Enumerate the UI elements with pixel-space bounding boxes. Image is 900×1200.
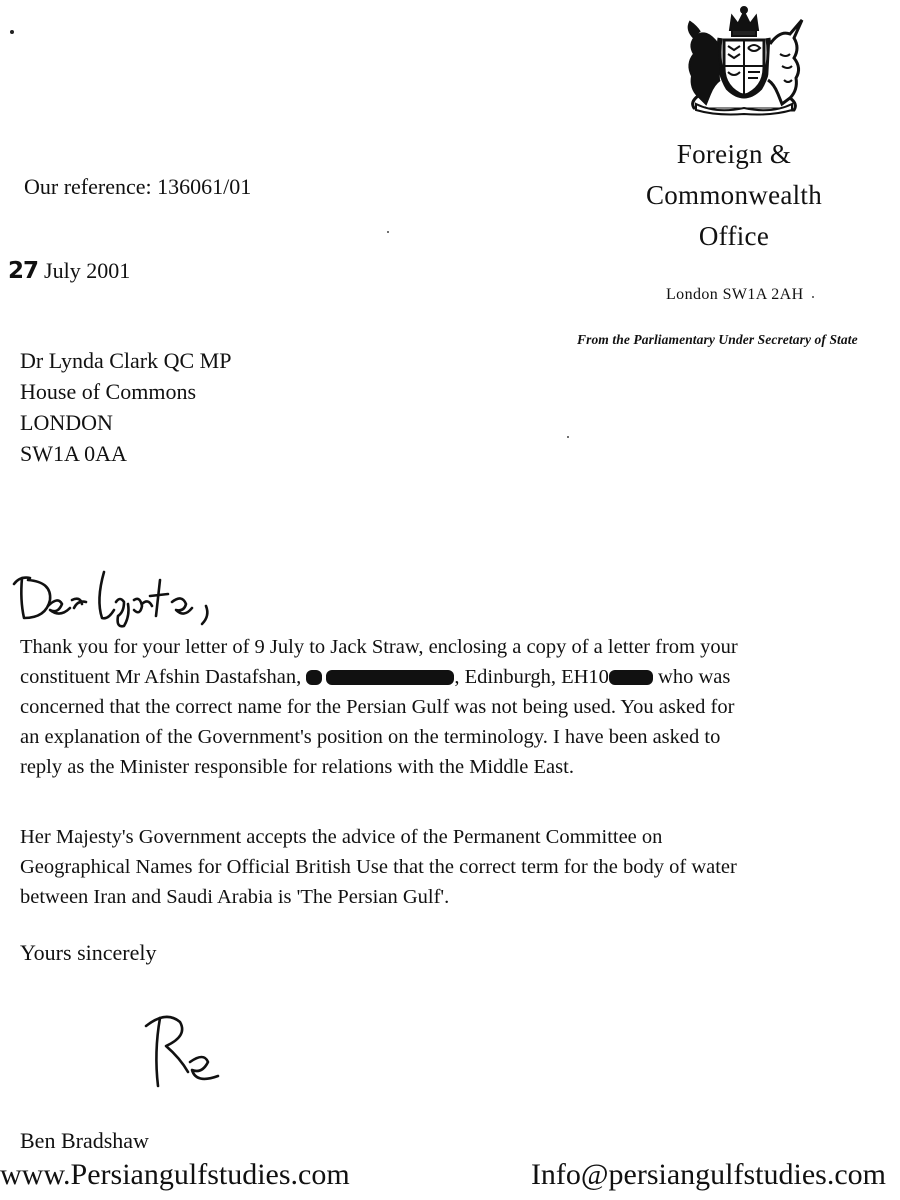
paragraph-text: who was concerned that the correct name for the Persian Gulf was not being used. You asked for an explanation of the Government's position on the terminology. I have been asked to reply as the Minister responsible for relations with the Middle East.	[20, 666, 735, 778]
department-line: Foreign &	[676, 139, 792, 169]
department-address: London SW1A 2AH	[666, 286, 804, 303]
body-paragraph-1	[20, 632, 880, 782]
scan-speck	[812, 296, 814, 298]
from-line: From the Parliamentary Under Secretary of State	[577, 332, 858, 347]
scan-speck	[387, 231, 389, 233]
reference-number: Our reference: 136061/01	[24, 174, 252, 199]
recipient-line: House of Commons	[20, 379, 196, 404]
scan-mark	[10, 30, 14, 34]
royal-coat-of-arms-icon	[676, 4, 812, 116]
date-month-year: July 2001	[44, 258, 131, 283]
recipient-address	[20, 345, 231, 469]
footer	[0, 1158, 900, 1198]
signatory-name: Ben Bradshaw	[20, 1128, 149, 1153]
scan-speck	[567, 436, 569, 438]
footer-website: www.Persiangulfstudies.com	[0, 1158, 350, 1191]
letter-date	[8, 258, 130, 284]
closing-line: Yours sincerely	[20, 940, 157, 965]
department-name	[600, 134, 868, 257]
letter-body	[20, 632, 880, 908]
recipient-line: Dr Lynda Clark QC MP	[20, 348, 232, 373]
department-line: Commonwealth	[645, 180, 823, 210]
redaction-mark	[609, 670, 653, 685]
handwritten-signature	[136, 1004, 236, 1094]
redaction-mark	[326, 670, 454, 685]
paragraph-text: , Edinburgh, EH10	[454, 666, 609, 688]
handwritten-salutation	[0, 560, 260, 640]
recipient-line: SW1A 0AA	[20, 441, 127, 466]
redaction-mark	[306, 670, 322, 685]
recipient-line: LONDON	[20, 410, 113, 435]
body-paragraph-2: Her Majesty's Government accepts the advice of the Permanent Committee on Geographical Names for Official British Use that the correct term for the body of water between Iran and Saudi Arabia is 'The Persian Gulf'.	[20, 826, 737, 908]
footer-email: Info@persiangulfstudies.com	[530, 1158, 886, 1191]
department-line: Office	[698, 221, 770, 251]
date-day-handwritten: 27	[8, 258, 39, 284]
paragraph-text: Thank you for your letter of 9 July to Jack Straw, enclosing a copy of a letter from your constituent Mr Afshin Dastafshan,	[20, 636, 738, 688]
